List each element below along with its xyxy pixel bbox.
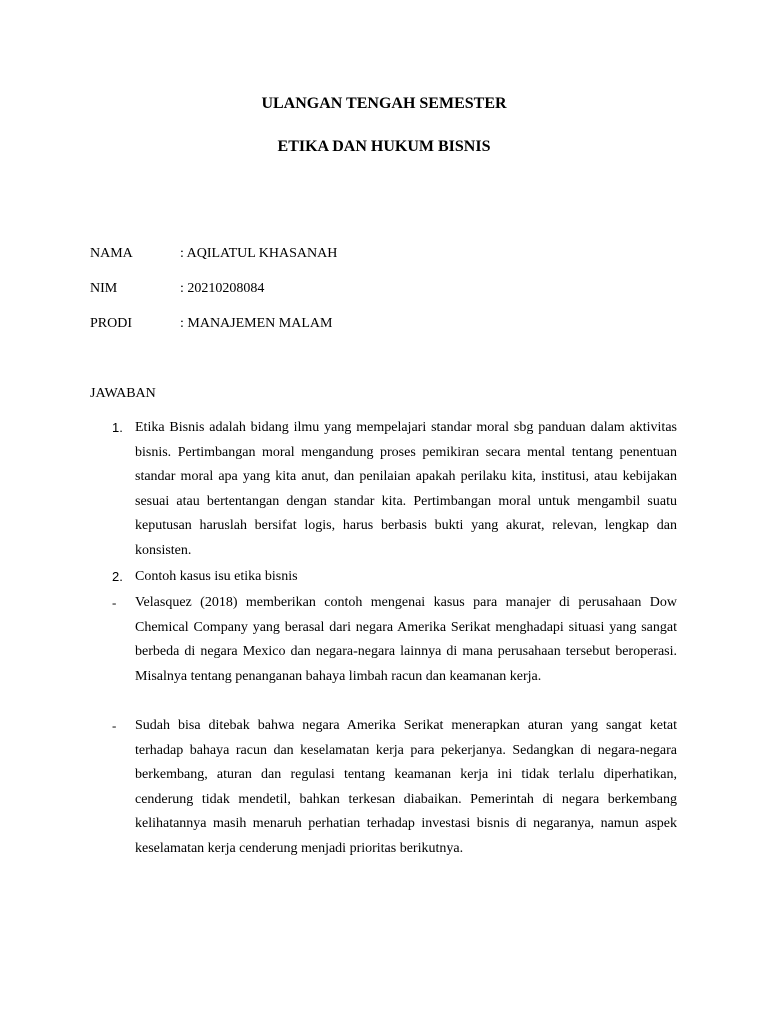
info-row-nama bbox=[90, 245, 337, 263]
info-value: : AQILATUL KHASANAH bbox=[180, 246, 338, 261]
info-label: NIM bbox=[90, 281, 118, 296]
info-label: NAMA bbox=[90, 246, 133, 261]
list-marker: 1. bbox=[112, 420, 123, 435]
answer-paragraph: Sudah bisa ditebak bahwa negara Amerika Serikat menerapkan aturan yang sangat ketat terhadap bahaya racun dan keselamatan kerja para pekerjanya. Sedangkan di negara-negara berkembang, aturan dan regulasi tentang keamanan kerja ini tidak terlalu diperhatikan, cenderung tidak mendetil, bahkan terkesan diabaikan. Pemerintah di negara berkembang kelihatannya masih menaruh perhatian terhadap investasi bisnis di negaranya, namun aspek keselamatan kerja cenderung menjadi prioritas berikutnya. bbox=[135, 718, 677, 856]
answer-paragraph: Contoh kasus isu etika bisnis bbox=[135, 569, 298, 584]
section-label-jawaban: JAWABAN bbox=[90, 386, 156, 401]
list-marker: - bbox=[112, 718, 117, 733]
info-value: : MANAJEMEN MALAM bbox=[180, 316, 333, 331]
answer-paragraph: Velasquez (2018) memberikan contoh mengenai kasus para manajer di perusahaan Dow Chemical Company yang berasal dari negara Amerika Serikat menghadapi situasi yang sangat berbeda di negara Mexico dan negara-negara lainnya di mana perusahaan tersebut beroperasi. Misalnya tentang penanganan bahaya limbah racun dan keamanan kerja. bbox=[135, 595, 677, 684]
info-row-prodi bbox=[90, 315, 332, 333]
document-subtitle: ETIKA DAN HUKUM BISNIS bbox=[277, 138, 491, 155]
list-marker: 2. bbox=[112, 569, 123, 584]
info-label: PRODI bbox=[90, 316, 133, 331]
document-title: ULANGAN TENGAH SEMESTER bbox=[261, 95, 507, 112]
list-marker: - bbox=[112, 595, 117, 610]
info-value: : 20210208084 bbox=[180, 281, 265, 296]
info-row-nim bbox=[90, 280, 264, 298]
answer-paragraph: Etika Bisnis adalah bidang ilmu yang mempelajari standar moral sbg panduan dalam aktivitas bisnis. Pertimbangan moral mengandung proses pemikiran secara mental tentang penentuan standar moral apa yang kita anut, dan penilaian apakah perilaku kita, institusi, atau kebijakan sesuai atau bertentangan dengan standar kita. Pertimbangan moral untuk mengambil suatu keputusan haruslah bersifat logis, harus berbasis bukti yang akurat, relevan, lengkap dan konsisten. bbox=[135, 420, 677, 558]
